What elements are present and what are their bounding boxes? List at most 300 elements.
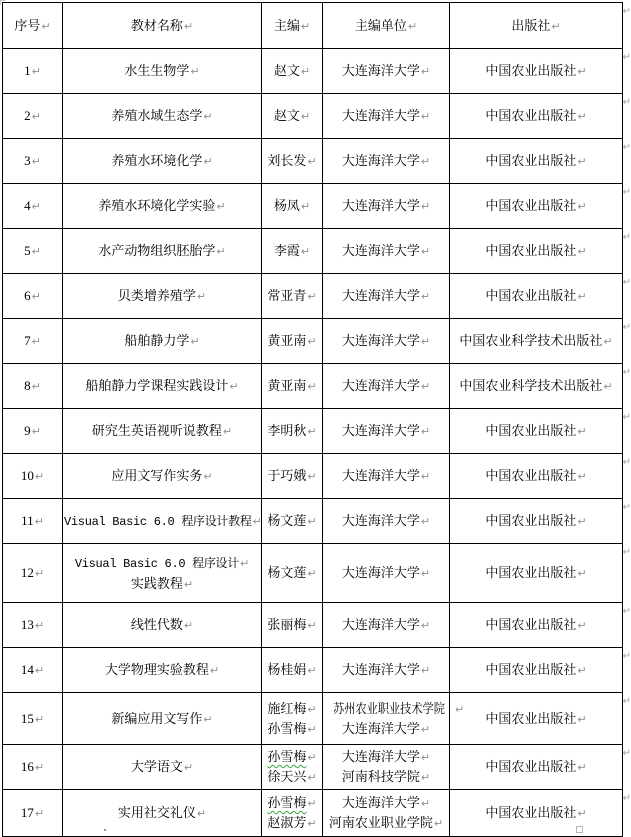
cell-serial[interactable] xyxy=(3,49,63,94)
end-of-cell-mark: ↵ xyxy=(34,567,45,580)
cell-text-line: 大连海洋大学↵ xyxy=(341,198,431,213)
end-of-row-mark: ↵ xyxy=(622,367,631,378)
cell-unit[interactable] xyxy=(323,693,465,745)
cell-text-line: 大连海洋大学↵ xyxy=(341,243,431,258)
cell-text-line: 大学物理实验教程↵ xyxy=(104,662,220,677)
column-header-unit[interactable] xyxy=(323,3,450,49)
cell-text-line: 4↵ xyxy=(24,198,41,213)
cell-publisher[interactable] xyxy=(450,544,631,603)
cell-text-line: 黄亚南↵ xyxy=(267,333,317,348)
cell-text-line: 大连海洋大学↵ xyxy=(341,378,431,393)
cell-serial[interactable] xyxy=(3,693,63,745)
cell-text-line: 14↵ xyxy=(20,662,45,677)
end-of-cell-mark: ↵ xyxy=(300,19,311,33)
end-of-cell-mark: ↵ xyxy=(216,245,226,258)
cell-title[interactable] xyxy=(63,648,262,693)
cell-text-line: 中国农业科学技术出版社↵ xyxy=(459,378,613,393)
cell-publisher[interactable] xyxy=(450,745,631,790)
cell-unit[interactable] xyxy=(323,49,450,94)
end-of-cell-mark: ↵ xyxy=(577,712,587,726)
cell-title[interactable] xyxy=(63,274,262,319)
cell-text-line: 大连海洋大学↵ xyxy=(341,468,431,483)
cell-text-line: 应用文写作实务↵ xyxy=(111,468,213,483)
cell-text-line: 于巧娥↵ xyxy=(267,468,317,483)
cell-text-line: 11↵ xyxy=(21,513,44,528)
textbook-table xyxy=(2,2,631,837)
cell-title[interactable] xyxy=(63,544,262,603)
cell-text-line: 苏州农业职业技术学院 ↵ xyxy=(333,700,465,716)
cell-serial[interactable] xyxy=(3,409,63,454)
cell-serial[interactable] xyxy=(3,745,63,790)
cell-serial[interactable] xyxy=(3,648,63,693)
table-row xyxy=(3,94,623,139)
column-header-label: 主编 xyxy=(273,17,300,33)
end-of-cell-mark: ↵ xyxy=(420,65,431,78)
cell-text-line: 实践教程↵ xyxy=(130,575,194,591)
end-of-cell-mark: ↵ xyxy=(307,425,317,438)
cell-text-line: 6↵ xyxy=(24,288,41,303)
cell-text-line: 大连海洋大学↵ xyxy=(341,720,431,736)
table-row xyxy=(3,319,623,364)
cell-unit[interactable] xyxy=(323,229,450,274)
cell-publisher[interactable] xyxy=(450,364,631,409)
end-of-cell-mark: ↵ xyxy=(183,577,194,591)
cell-text-line: 施红梅↵ xyxy=(267,700,317,716)
cell-text-line: 徐天兴↵ xyxy=(267,769,317,784)
cell-text-line: 大连海洋大学↵ xyxy=(341,108,431,123)
stray-dot xyxy=(104,829,106,831)
cell-title[interactable] xyxy=(63,603,262,648)
end-of-cell-mark: ↵ xyxy=(31,245,41,258)
cell-unit[interactable] xyxy=(323,499,450,544)
column-header-title[interactable] xyxy=(63,3,262,49)
cell-publisher[interactable] xyxy=(450,229,631,274)
end-of-cell-mark: ↵ xyxy=(307,702,317,716)
cell-publisher[interactable] xyxy=(450,693,631,745)
end-of-cell-mark: ↵ xyxy=(41,19,51,33)
cell-editor[interactable] xyxy=(262,499,323,544)
table-row xyxy=(3,184,623,229)
cell-text-line: 中国农业出版社↵ xyxy=(485,468,587,483)
cell-text-line: 船舶静力学课程实践设计↵ xyxy=(85,378,239,393)
cell-editor[interactable] xyxy=(262,544,323,603)
end-of-row-mark: ↵ xyxy=(622,696,631,707)
cell-publisher[interactable] xyxy=(450,648,631,693)
cell-text-line: Visual Basic 6.0 程序设计↵ xyxy=(74,556,250,571)
table-row xyxy=(3,364,623,409)
end-of-cell-mark: ↵ xyxy=(577,290,587,303)
cell-text-line: 12↵ xyxy=(20,565,45,580)
cell-unit[interactable] xyxy=(323,454,450,499)
end-of-cell-mark: ↵ xyxy=(31,290,41,303)
cell-text-line: 中国农业科学技术出版社↵ xyxy=(459,333,613,348)
cell-text-line: 大连海洋大学↵ xyxy=(341,63,431,78)
cell-text-line: 2↵ xyxy=(24,108,41,123)
end-of-cell-mark: ↵ xyxy=(433,817,444,830)
cell-publisher[interactable] xyxy=(450,139,631,184)
cell-serial[interactable] xyxy=(3,94,63,139)
table-row xyxy=(3,648,623,693)
cell-text-line: Visual Basic 6.0 程序设计教程↵ xyxy=(64,514,262,529)
end-of-row-mark: ↵ xyxy=(622,793,631,804)
cell-editor[interactable] xyxy=(262,94,323,139)
cell-unit[interactable] xyxy=(323,790,450,837)
cell-serial[interactable] xyxy=(3,603,63,648)
column-header-no[interactable] xyxy=(3,3,63,49)
cell-text-line: 杨凤↵ xyxy=(273,198,311,213)
end-of-cell-mark: ↵ xyxy=(34,515,44,528)
table-row xyxy=(3,745,623,790)
cell-text-line: 13↵ xyxy=(20,617,45,632)
end-of-cell-mark: ↵ xyxy=(183,19,194,33)
cell-text-line: 李明秋↵ xyxy=(267,423,317,438)
cell-text-line: 研究生英语视听说教程↵ xyxy=(91,423,233,438)
cell-editor[interactable] xyxy=(262,139,323,184)
end-of-cell-mark: ↵ xyxy=(577,470,587,483)
table-row xyxy=(3,544,623,603)
end-of-row-mark: ↵ xyxy=(622,232,631,243)
end-of-cell-mark: ↵ xyxy=(307,771,317,784)
cell-title[interactable] xyxy=(63,364,262,409)
end-of-row-mark: ↵ xyxy=(622,748,631,759)
cell-text-line: 河南科技学院↵ xyxy=(341,769,431,784)
cell-text-line: 养殖水环境化学实验↵ xyxy=(98,198,226,213)
cell-publisher[interactable] xyxy=(450,603,631,648)
end-of-cell-mark: ↵ xyxy=(420,567,431,580)
cell-text-line: 9↵ xyxy=(24,423,41,438)
cell-serial[interactable] xyxy=(3,790,63,837)
cell-title[interactable] xyxy=(63,693,262,745)
cell-text-line: 孙雪梅↵ xyxy=(267,720,317,736)
end-of-row-mark: ↵ xyxy=(622,52,631,63)
end-of-cell-mark: ↵ xyxy=(252,514,262,528)
end-of-cell-mark: ↵ xyxy=(307,797,317,810)
cell-title[interactable] xyxy=(63,49,262,94)
end-of-cell-mark: ↵ xyxy=(34,712,45,726)
end-of-cell-mark: ↵ xyxy=(420,290,431,303)
end-of-cell-mark: ↵ xyxy=(307,155,317,168)
cell-title[interactable] xyxy=(63,139,262,184)
cell-serial[interactable] xyxy=(3,139,63,184)
cell-text-line: 10↵ xyxy=(20,468,45,483)
cell-text-line: 张丽梅↵ xyxy=(267,617,317,632)
cell-unit[interactable] xyxy=(323,648,450,693)
end-of-cell-mark: ↵ xyxy=(196,807,207,820)
column-header-label: 教材名称 xyxy=(130,17,183,33)
cell-text-line: 杨文莲↵ xyxy=(267,565,317,580)
end-of-cell-mark: ↵ xyxy=(229,380,239,393)
end-of-cell-mark: ↵ xyxy=(420,751,431,764)
cell-text-line: 李霞↵ xyxy=(273,243,311,258)
end-of-cell-mark: ↵ xyxy=(307,722,317,736)
cell-serial[interactable] xyxy=(3,274,63,319)
cell-text-line: 孙雪梅↵ xyxy=(267,795,317,810)
cell-title[interactable] xyxy=(63,790,262,837)
cell-publisher[interactable] xyxy=(450,454,631,499)
cell-text-line: 大连海洋大学↵ xyxy=(341,333,431,348)
cell-unit[interactable] xyxy=(323,319,450,364)
cell-editor[interactable] xyxy=(262,603,323,648)
end-of-cell-mark: ↵ xyxy=(420,245,431,258)
table-row xyxy=(3,409,623,454)
cell-editor[interactable] xyxy=(262,184,323,229)
cell-serial[interactable] xyxy=(3,229,63,274)
cell-text-line: 水产动物组织胚胎学↵ xyxy=(98,243,226,258)
cell-text-line: 刘长发↵ xyxy=(267,153,317,168)
cell-editor[interactable] xyxy=(262,229,323,274)
end-of-cell-mark: ↵ xyxy=(34,470,45,483)
table-row xyxy=(3,274,623,319)
end-of-row-mark: ↵ xyxy=(622,412,631,423)
end-of-cell-mark: ↵ xyxy=(31,425,41,438)
cell-editor[interactable] xyxy=(262,648,323,693)
cell-editor[interactable] xyxy=(262,49,323,94)
cell-text-line: 大连海洋大学↵ xyxy=(341,288,431,303)
end-of-cell-mark: ↵ xyxy=(196,290,207,303)
cell-text-line: 3↵ xyxy=(24,153,41,168)
end-of-cell-mark: ↵ xyxy=(190,65,200,78)
cell-text-line: 大连海洋大学↵ xyxy=(341,749,431,764)
end-of-row-mark: ↵ xyxy=(622,547,631,558)
end-of-cell-mark: ↵ xyxy=(307,290,317,303)
end-of-cell-mark: ↵ xyxy=(420,425,431,438)
column-header-publisher[interactable] xyxy=(450,3,631,49)
end-of-cell-mark: ↵ xyxy=(307,515,317,528)
end-of-cell-mark: ↵ xyxy=(420,797,431,810)
end-of-row-mark: ↵ xyxy=(622,651,631,662)
table-resize-handle[interactable] xyxy=(576,826,583,833)
end-of-cell-mark: ↵ xyxy=(31,155,41,168)
cell-unit[interactable] xyxy=(323,139,450,184)
table-row xyxy=(3,49,623,94)
cell-text-line: 大学语文↵ xyxy=(130,759,194,774)
table-row xyxy=(3,603,623,648)
cell-text-line: 中国农业出版社↵ xyxy=(485,759,587,774)
cell-text-line: 中国农业出版社↵ xyxy=(485,617,587,632)
end-of-row-mark: ↵ xyxy=(622,457,631,468)
end-of-cell-mark: ↵ xyxy=(307,470,317,483)
cell-editor[interactable] xyxy=(262,409,323,454)
end-of-cell-mark: ↵ xyxy=(31,380,41,393)
end-of-cell-mark: ↵ xyxy=(183,761,194,774)
column-header-label: 出版社 xyxy=(511,17,551,33)
end-of-cell-mark: ↵ xyxy=(307,751,317,764)
cell-unit[interactable] xyxy=(323,184,450,229)
end-of-cell-mark: ↵ xyxy=(407,19,418,33)
end-of-row-mark: ↵ xyxy=(622,277,631,288)
cell-text-line: 养殖水环境化学↵ xyxy=(111,153,213,168)
end-of-cell-mark: ↵ xyxy=(577,664,587,677)
end-of-cell-mark: ↵ xyxy=(420,200,431,213)
end-of-cell-mark: ↵ xyxy=(300,245,311,258)
cell-text-line: 贝类增养殖学↵ xyxy=(117,288,207,303)
cell-text-line: 赵淑芳↵ xyxy=(267,815,317,830)
cell-text-line: 1↵ xyxy=(24,63,41,78)
cell-text-line: 新编应用文写作↵ xyxy=(111,710,213,726)
cell-text-line: 杨桂娟↵ xyxy=(267,662,317,677)
cell-serial[interactable] xyxy=(3,499,63,544)
cell-publisher[interactable] xyxy=(450,274,631,319)
end-of-cell-mark: ↵ xyxy=(577,619,587,632)
end-of-cell-mark: ↵ xyxy=(203,470,213,483)
cell-title[interactable] xyxy=(63,184,262,229)
end-of-cell-mark: ↵ xyxy=(31,65,41,78)
cell-publisher[interactable] xyxy=(450,319,631,364)
cell-serial[interactable] xyxy=(3,544,63,603)
end-of-cell-mark: ↵ xyxy=(577,65,587,78)
end-of-cell-mark: ↵ xyxy=(34,761,45,774)
cell-text-line: 水生生物学↵ xyxy=(124,63,200,78)
cell-text-line: 17↵ xyxy=(20,805,45,820)
end-of-cell-mark: ↵ xyxy=(307,619,317,632)
cell-unit[interactable] xyxy=(323,603,450,648)
end-of-cell-mark: ↵ xyxy=(216,200,226,213)
end-of-cell-mark: ↵ xyxy=(577,515,587,528)
cell-text-line: 船舶静力学↵ xyxy=(124,333,200,348)
cell-unit[interactable] xyxy=(323,364,450,409)
end-of-row-mark: ↵ xyxy=(622,606,631,617)
cell-text-line: 大连海洋大学↵ xyxy=(341,565,431,580)
cell-publisher[interactable] xyxy=(450,94,631,139)
cell-editor[interactable] xyxy=(262,319,323,364)
end-of-cell-mark: ↵ xyxy=(203,110,213,123)
cell-title[interactable] xyxy=(63,499,262,544)
cell-text-line: 中国农业出版社↵ xyxy=(485,805,587,820)
cell-text-line: 5↵ xyxy=(24,243,41,258)
cell-publisher[interactable] xyxy=(450,184,631,229)
cell-text-line: 大连海洋大学↵ xyxy=(341,795,431,810)
cell-unit[interactable] xyxy=(323,274,450,319)
end-of-cell-mark: ↵ xyxy=(222,425,233,438)
cell-editor[interactable] xyxy=(262,745,323,790)
cell-text-line: 杨文莲↵ xyxy=(267,513,317,528)
table-row xyxy=(3,139,623,184)
cell-unit[interactable] xyxy=(323,544,450,603)
cell-publisher[interactable] xyxy=(450,49,631,94)
end-of-row-mark: ↵ xyxy=(622,187,631,198)
table-row xyxy=(3,499,623,544)
end-of-cell-mark: ↵ xyxy=(203,155,213,168)
table-header xyxy=(3,3,631,49)
cell-text-line: 中国农业出版社↵ xyxy=(485,153,587,168)
cell-text-line: 中国农业出版社↵ xyxy=(485,198,587,213)
cell-unit[interactable] xyxy=(323,409,450,454)
cell-unit[interactable] xyxy=(323,745,450,790)
cell-text-line: 赵文↵ xyxy=(273,108,311,123)
end-of-cell-mark: ↵ xyxy=(577,807,587,820)
cell-text-line: 大连海洋大学↵ xyxy=(341,617,431,632)
cell-text-line: 8↵ xyxy=(24,378,41,393)
cell-text-line: 中国农业出版社↵ xyxy=(485,108,587,123)
end-of-cell-mark: ↵ xyxy=(420,515,431,528)
cell-text-line: 线性代数↵ xyxy=(130,617,194,632)
end-of-cell-mark: ↵ xyxy=(420,110,431,123)
cell-text-line: 中国农业出版社↵ xyxy=(485,710,587,726)
end-of-cell-mark: ↵ xyxy=(577,425,587,438)
end-of-cell-mark: ↵ xyxy=(300,65,311,78)
cell-text-line: 赵文↵ xyxy=(273,63,311,78)
cell-editor[interactable] xyxy=(262,364,323,409)
end-of-cell-mark: ↵ xyxy=(203,712,213,726)
end-of-cell-mark: ↵ xyxy=(577,245,587,258)
cell-text-line: 养殖水域生态学↵ xyxy=(111,108,213,123)
cell-title[interactable] xyxy=(63,94,262,139)
cell-title[interactable] xyxy=(63,454,262,499)
end-of-cell-mark: ↵ xyxy=(300,110,311,123)
cell-title[interactable] xyxy=(63,745,262,790)
end-of-cell-mark: ↵ xyxy=(34,619,45,632)
end-of-cell-mark: ↵ xyxy=(420,771,431,784)
cell-text-line: 大连海洋大学↵ xyxy=(341,513,431,528)
end-of-cell-mark: ↵ xyxy=(455,702,465,716)
cell-text-line: 大连海洋大学↵ xyxy=(341,153,431,168)
cell-serial[interactable] xyxy=(3,184,63,229)
cell-serial[interactable] xyxy=(3,319,63,364)
cell-unit[interactable] xyxy=(323,94,450,139)
cell-text-line: 16↵ xyxy=(20,759,45,774)
end-of-cell-mark: ↵ xyxy=(31,335,41,348)
end-of-cell-mark: ↵ xyxy=(307,335,317,348)
cell-publisher[interactable] xyxy=(450,409,631,454)
end-of-cell-mark: ↵ xyxy=(307,817,317,830)
cell-text-line: 中国农业出版社↵ xyxy=(485,513,587,528)
end-of-cell-mark: ↵ xyxy=(577,110,587,123)
end-of-cell-mark: ↵ xyxy=(420,155,431,168)
table-row xyxy=(3,693,623,745)
cell-publisher[interactable] xyxy=(450,790,631,837)
cell-editor[interactable] xyxy=(262,693,323,745)
end-of-cell-mark: ↵ xyxy=(34,807,45,820)
end-of-cell-mark: ↵ xyxy=(551,19,561,33)
end-of-cell-mark: ↵ xyxy=(307,567,317,580)
end-of-row-mark: ↵ xyxy=(622,502,631,513)
cell-serial[interactable] xyxy=(3,364,63,409)
cell-publisher[interactable] xyxy=(450,499,631,544)
cell-text-line: 中国农业出版社↵ xyxy=(485,565,587,580)
end-of-cell-mark: ↵ xyxy=(307,380,317,393)
end-of-cell-mark: ↵ xyxy=(31,110,41,123)
table-row xyxy=(3,790,623,837)
end-of-cell-mark: ↵ xyxy=(577,761,587,774)
cell-text-line: 黄亚南↵ xyxy=(267,378,317,393)
cell-editor[interactable] xyxy=(262,454,323,499)
end-of-cell-mark: ↵ xyxy=(300,200,311,213)
cell-text-line: 河南农业职业学院↵ xyxy=(328,815,444,830)
table-body xyxy=(3,49,631,837)
end-of-cell-mark: ↵ xyxy=(420,470,431,483)
end-of-cell-mark: ↵ xyxy=(420,380,431,393)
column-header-editor[interactable] xyxy=(262,3,323,49)
cell-title[interactable] xyxy=(63,229,262,274)
cell-title[interactable] xyxy=(63,409,262,454)
end-of-cell-mark: ↵ xyxy=(209,664,220,677)
cell-editor[interactable] xyxy=(262,790,323,837)
column-header-label: 主编单位 xyxy=(354,17,407,33)
cell-text-line: 中国农业出版社↵ xyxy=(485,288,587,303)
cell-serial[interactable] xyxy=(3,454,63,499)
end-of-cell-mark: ↵ xyxy=(307,664,317,677)
end-of-row-mark: ↵ xyxy=(622,322,631,333)
cell-text-line: 常亚青↵ xyxy=(267,288,317,303)
end-of-cell-mark: ↵ xyxy=(34,664,45,677)
end-of-row-mark: ↵ xyxy=(622,142,631,153)
cell-text-line: 7↵ xyxy=(24,333,41,348)
cell-text-line: 中国农业出版社↵ xyxy=(485,662,587,677)
end-of-cell-mark: ↵ xyxy=(577,155,587,168)
cell-title[interactable] xyxy=(63,319,262,364)
cell-editor[interactable] xyxy=(262,274,323,319)
cell-text-line: 实用社交礼仪↵ xyxy=(117,805,207,820)
